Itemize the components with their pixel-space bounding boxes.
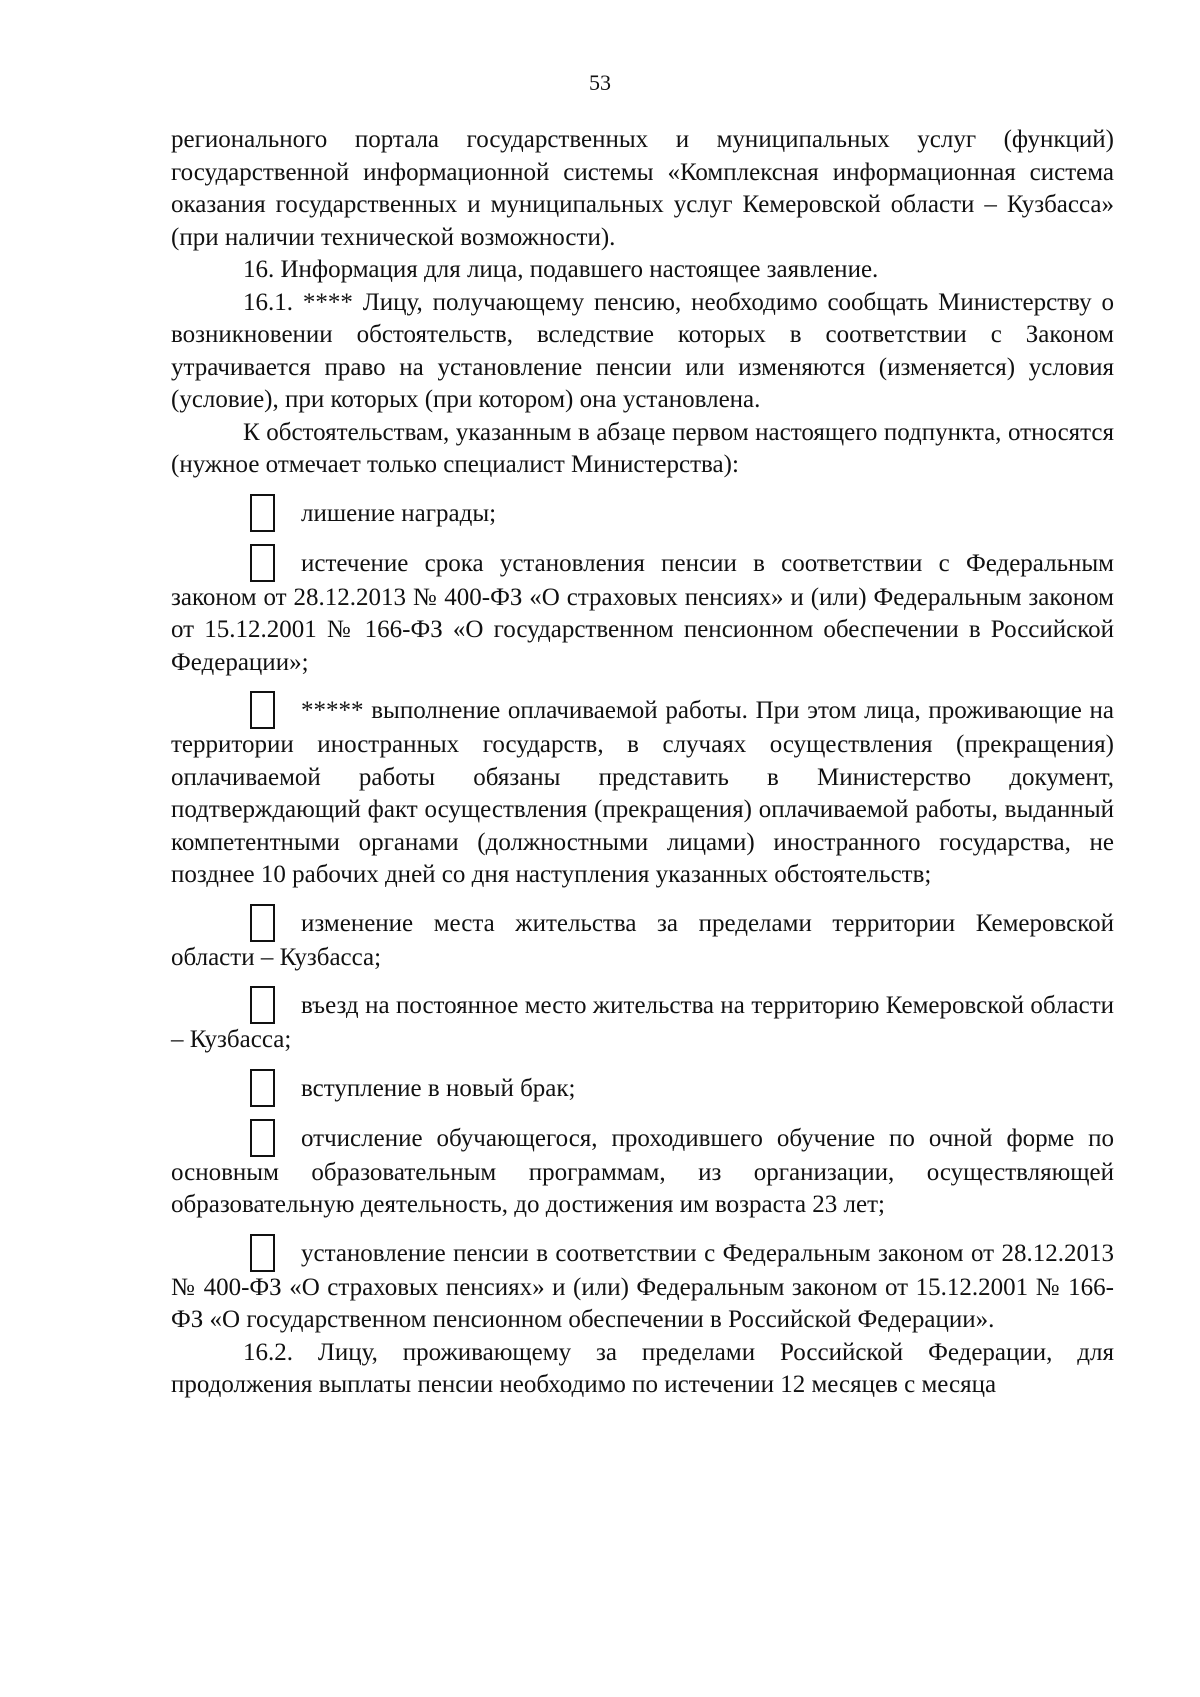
checklist-item-text: истечение срока установления пенсии в соответствии с Федеральным законом от 28.12.2013 № 400-ФЗ «О страховых пенсиях» и (или) Федеральным законом от 15.12.2001 № 166-ФЗ «О государственном пенсионном обеспечении в Российской Федерации»;	[171, 549, 1114, 676]
checklist-item-text: отчисление обучающегося, проходившего обучение по очной форме по основным образовательным программам, из организации, осуществляющей образовательную деятельность, до достижения им возраста 23 лет;	[171, 1124, 1114, 1218]
checkbox-deprivation-award[interactable]	[250, 494, 275, 532]
checklist-item-text: ***** выполнение оплачиваемой работы. При этом лица, проживающие на территории иностранных государств, в случаях осуществления (прекращения) оплачиваемой работы обязаны представить в Министерство документ, подтверждающий факт осуществления (прекращения) оплачиваемой работы, выданный компетентными органами (должностными лицами) иностранного государства, не позднее 10 рабочих дней со дня наступления указанных обстоятельств;	[171, 697, 1114, 888]
checkbox-paid-work[interactable]	[250, 691, 275, 729]
checkbox-pension-term-expiry[interactable]	[250, 544, 275, 582]
checklist-item	[171, 1234, 1114, 1337]
checklist-item-text: въезд на постоянное место жительства на территорию Кемеровской области – Кузбасса;	[171, 992, 1114, 1053]
circumstances-checklist	[171, 494, 1114, 1337]
checkbox-residence-change[interactable]	[250, 904, 275, 942]
checklist-item	[171, 494, 1114, 532]
checkbox-pension-establishment[interactable]	[250, 1234, 275, 1272]
paragraph-circumstances-intro: К обстоятельствам, указанным в абзаце первом настоящего подпункта, относятся (нужное отмечает только специалист Министерства):	[171, 418, 1114, 478]
paragraph-16-2: 16.2. Лицу, проживающему за пределами Российской Федерации, для продолжения выплаты пенсии необходимо по истечении 12 месяцев с месяца	[171, 1338, 1114, 1398]
paragraph-continuation: регионального портала государственных и муниципальных услуг (функций) государственной информационной системы «Комплексная информационная система оказания государственных и муниципальных услуг Кемеровской области – Кузбасса» (при наличии технической возможности).	[171, 126, 1114, 251]
paragraph-16-1: 16.1. **** Лицу, получающему пенсию, необходимо сообщать Министерству о возникновении обстоятельств, вследствие которых в соответствии с Законом утрачивается право на установление пенсии или изменяются (изменяется) условия (условие), при которых (при котором) она установлена.	[171, 288, 1114, 413]
checkbox-new-marriage[interactable]	[250, 1069, 275, 1107]
checkbox-entry-permanent-residence[interactable]	[250, 986, 275, 1024]
checkbox-student-expulsion[interactable]	[250, 1119, 275, 1157]
checklist-item	[171, 904, 1114, 975]
checklist-item	[171, 1119, 1114, 1222]
checklist-item-text: изменение места жительства за пределами территории Кемеровской области – Кузбасса;	[171, 909, 1114, 971]
page-number: 53	[589, 70, 611, 95]
checklist-item-text: вступление в новый брак;	[301, 1074, 576, 1102]
checklist-item-text: установление пенсии в соответствии с Федеральным законом от 28.12.2013 № 400-ФЗ «О страховых пенсиях» и (или) Федеральным законом от 15.12.2001 № 166-ФЗ «О государственном пенсионном обеспечении в Российской Федерации».	[171, 1239, 1114, 1333]
document-body	[171, 124, 1114, 1402]
checklist-item	[171, 544, 1114, 680]
checklist-item	[171, 691, 1114, 892]
paragraph-section-16: 16. Информация для лица, подавшего настоящее заявление.	[243, 256, 879, 283]
checklist-item	[171, 1069, 1114, 1107]
checklist-item-text: лишение награды;	[301, 499, 497, 527]
checklist-item	[171, 986, 1114, 1057]
